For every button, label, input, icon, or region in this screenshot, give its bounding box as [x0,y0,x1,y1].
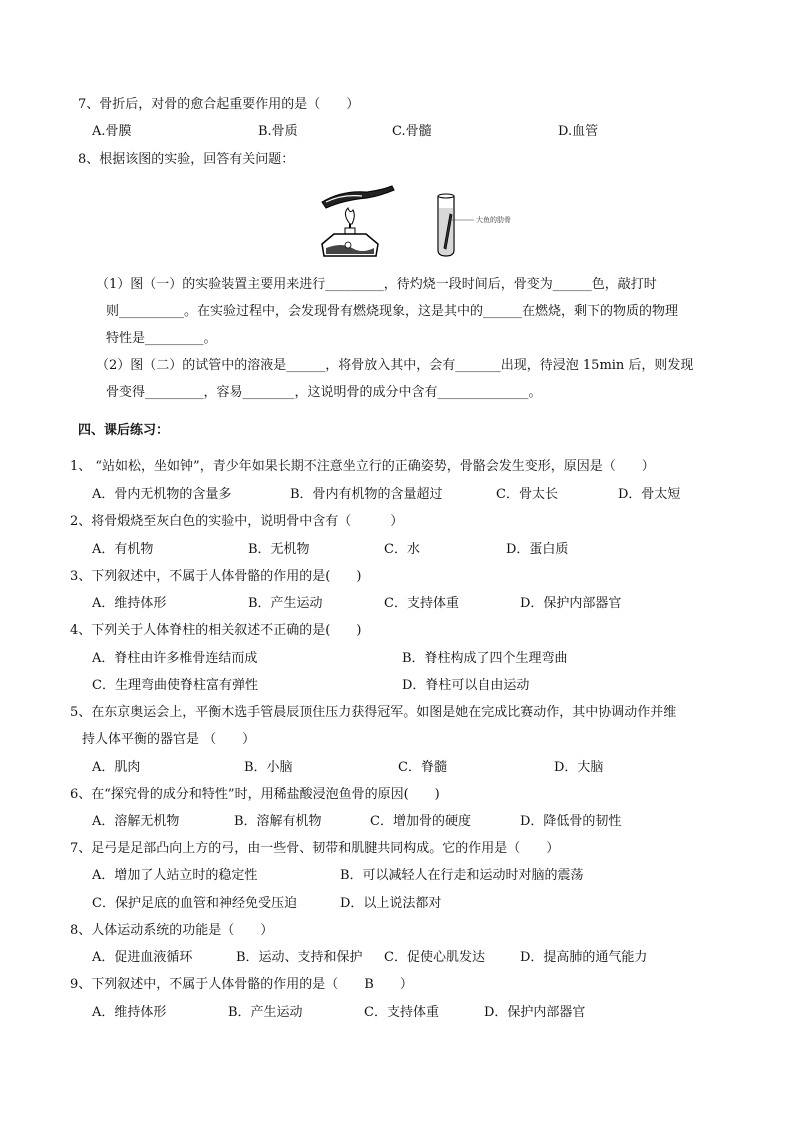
q6-option-d: D．降低骨的韧性 [520,814,622,829]
q1-option-c: C．骨太长 [496,487,558,502]
q8-part1-line3: 特性是_________。 [106,331,217,346]
q4-option-d: D．脊柱可以自由运动 [402,678,530,693]
q6-option-c: C．增加骨的硬度 [370,814,471,829]
q8-option-a: A．促进血液循环 [92,950,193,965]
q7-option-c: C．保护足底的血管和神经免受压迫 [92,896,297,911]
q5-option-d: D．大脑 [554,760,604,775]
q2-option-a: A．有机物 [92,542,154,557]
q7-top-option-d: D.血管 [558,124,599,139]
q1-option-d: D．骨太短 [618,487,681,502]
q8-option-c: C．促使心肌发达 [384,950,485,965]
q8-part1-line2: 则__________。在实验过程中，会发现骨有燃烧现象，这是其中的______在燃烧，剩下的物质的物理 [106,304,679,319]
q9-option-a: A．维持体形 [92,1005,167,1020]
q4-option-a: A．脊柱由许多椎骨连结而成 [92,651,258,666]
question-3-stem: 3、下列叙述中，不属于人体骨骼的作用的是( ) [70,569,362,584]
q1-option-b: B．骨内有机物的含量超过 [290,487,443,502]
q6-option-a: A．溶解无机物 [92,814,180,829]
question-8-top-stem: 8、根据该图的实验，回答有关问题： [78,152,295,167]
question-4-stem: 4、下列关于人体脊柱的相关叙述不正确的是( ) [70,623,362,638]
q3-option-d: D．保护内部器官 [520,596,622,611]
q7-top-option-b: B.骨质 [258,124,298,139]
q8-part1-line1: （1）图（一）的实验装置主要用来进行_________，待灼烧一段时间后，骨变为______色，敲打时 [96,277,657,292]
q5-option-c: C．脊髓 [398,760,447,775]
question-7-stem: 7、足弓是足部凸向上方的弓，由一些骨、韧带和肌腱共同构成。它的作用是（ ） [70,841,560,856]
q7-top-option-a: A.骨膜 [92,124,132,139]
q8-part2-line1: （2）图（二）的试管中的溶液是______，将骨放入其中，会有_______出现，待浸泡 15min 后，则发现 [96,358,694,373]
q4-option-c: C．生理弯曲使脊柱富有弹性 [92,678,258,693]
q2-option-b: B．无机物 [248,542,310,557]
q8-option-d: D．提高肺的通气能力 [520,950,648,965]
question-2-stem: 2、将骨煅烧至灰白色的实验中，说明骨中含有（ ） [70,514,404,529]
figure-2-callout-label: 大鱼的肋骨 [476,216,511,224]
q7-option-b: B．可以减轻人在行走和运动时对脑的震荡 [340,868,584,883]
test-tube-bone-figure [434,192,544,258]
question-9-stem: 9、下列叙述中，不属于人体骨骼的作用的是（ B ） [70,977,413,992]
question-6-stem: 6、在“探究骨的成分和特性”时，用稀盐酸浸泡鱼骨的原因( ) [70,787,440,802]
section-title: 四、课后练习： [78,423,170,438]
q1-option-a: A．骨内无机物的含量多 [92,487,232,502]
q2-option-d: D．蛋白质 [506,542,569,557]
q8-part2-line2: 骨变得_________，容易________，这说明骨的成分中含有______________。 [106,385,542,400]
q7-top-option-c: C.骨髓 [392,124,432,139]
q3-option-b: B．产生运动 [248,596,323,611]
q9-option-b: B．产生运动 [228,1005,303,1020]
q5-option-b: B．小脑 [244,760,293,775]
q9-option-d: D．保护内部器官 [484,1005,586,1020]
q5-option-a: A．肌肉 [92,760,141,775]
question-5-stem-continued: 持人体平衡的器官是 （ ） [82,732,256,747]
q4-option-b: B．脊柱构成了四个生理弯曲 [402,651,568,666]
q7-option-d: D．以上说法都对 [340,896,442,911]
q7-option-a: A．增加了人站立时的稳定性 [92,868,258,883]
question-1-stem: 1、 “站如松，坐如钟”，青少年如果长期不注意坐立行的正确姿势，骨骼会发生变形，原因是（ ） [70,459,655,474]
question-8-stem: 8、人体运动系统的功能是（ ） [70,923,274,938]
q9-option-c: C．支持体重 [364,1005,439,1020]
q3-option-c: C．支持体重 [384,596,459,611]
burning-bone-apparatus-figure [312,180,396,258]
q2-option-c: C．水 [384,542,420,557]
q8-option-b: B．运动、支持和保护 [236,950,363,965]
q3-option-a: A．维持体形 [92,596,167,611]
question-7-top-stem: 7、骨折后，对骨的愈合起重要作用的是（ ） [78,97,360,112]
q6-option-b: B．溶解有机物 [234,814,322,829]
question-5-stem: 5、在东京奥运会上，平衡木选手管晨辰顶住压力获得冠军。如图是她在完成比赛动作，其中协调动作并维 [70,705,677,720]
